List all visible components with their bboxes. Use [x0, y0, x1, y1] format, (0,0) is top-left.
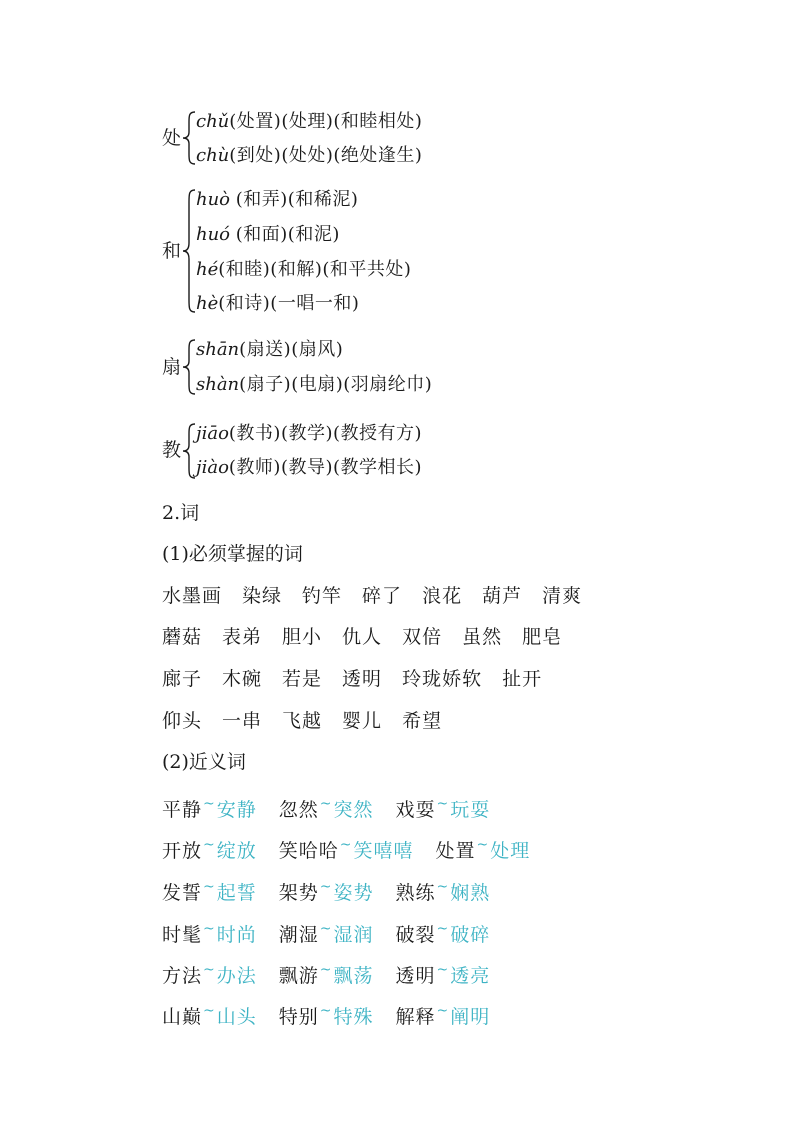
example-words: (教书)(教学)(教授有方) — [228, 423, 423, 444]
reading-row — [196, 223, 340, 247]
example-words: (到处)(处处)(绝处逢生) — [229, 145, 423, 166]
synonym: 破碎 — [450, 924, 491, 946]
word: 清爽 — [542, 585, 583, 607]
reading-row — [196, 188, 358, 212]
tilde-mark: ~ — [319, 796, 333, 812]
synonym-pair — [162, 832, 257, 864]
pinyin: huò — [196, 189, 236, 210]
tilde-mark: ~ — [319, 962, 333, 978]
synonym-row — [162, 957, 512, 989]
synonym: 玩耍 — [450, 799, 491, 821]
word: 解释 — [395, 1006, 436, 1028]
example-words: (和睦)(和解)(和平共处) — [218, 259, 412, 280]
brace-icon — [182, 188, 196, 314]
pinyin: hè — [196, 293, 219, 314]
word: 蘑菇 — [162, 626, 203, 648]
tilde-mark: ~ — [436, 921, 450, 937]
synonym-pair — [279, 957, 374, 989]
subsection-title-synonyms: (2)近义词 — [162, 751, 246, 773]
word: 方法 — [162, 965, 203, 987]
word-list-row — [162, 708, 462, 734]
reading-row — [196, 373, 432, 397]
synonym: 时尚 — [216, 924, 257, 946]
synonym: 办法 — [216, 965, 257, 987]
pinyin: hé — [196, 259, 219, 280]
word: 玲珑娇软 — [402, 668, 483, 690]
synonym-pair — [162, 916, 257, 948]
synonym-pair — [162, 998, 257, 1030]
word: 葫芦 — [482, 585, 523, 607]
example-words: (扇子)(电扇)(羽扇纶巾) — [239, 374, 433, 395]
reading-row — [196, 292, 359, 316]
tilde-mark: ~ — [203, 837, 216, 853]
synonym-pair — [396, 916, 491, 948]
word: 一串 — [222, 710, 263, 732]
word: 时髦 — [162, 924, 203, 946]
synonym-row — [162, 998, 512, 1030]
pinyin: jiāo — [196, 423, 229, 444]
synonym: 处理 — [490, 840, 531, 862]
synonym-pair — [436, 832, 531, 864]
word: 戏耍 — [395, 799, 436, 821]
synonym: 湿润 — [333, 924, 374, 946]
synonym: 娴熟 — [450, 882, 491, 904]
word: 钓竿 — [302, 585, 343, 607]
word: 双倍 — [402, 626, 443, 648]
reading-row — [196, 456, 422, 480]
synonym: 姿势 — [333, 882, 374, 904]
synonym: 安静 — [216, 799, 257, 821]
section-title: 2.词 — [162, 502, 200, 524]
synonym-pair — [396, 998, 491, 1030]
tilde-mark: ~ — [203, 921, 216, 937]
word: 木碗 — [222, 668, 263, 690]
word: 开放 — [162, 840, 203, 862]
polyphonic-char: 处 — [162, 127, 182, 149]
pinyin: shān — [196, 339, 240, 360]
word: 特别 — [278, 1006, 319, 1028]
synonym: 透亮 — [450, 965, 491, 987]
word: 仰头 — [162, 710, 203, 732]
synonym: 起誓 — [216, 882, 257, 904]
synonym: 突然 — [333, 799, 374, 821]
synonym: 山头 — [216, 1006, 257, 1028]
synonym-pair — [396, 957, 491, 989]
synonym-pair — [396, 791, 491, 823]
word: 碎了 — [362, 585, 403, 607]
word: 肥皂 — [522, 626, 563, 648]
example-words: (和弄)(和稀泥) — [235, 189, 359, 210]
word: 山巅 — [162, 1006, 203, 1028]
word: 平静 — [162, 799, 203, 821]
tilde-mark: ~ — [436, 796, 450, 812]
word: 水墨画 — [162, 585, 223, 607]
word: 忽然 — [278, 799, 319, 821]
word: 仇人 — [342, 626, 383, 648]
tilde-mark: ~ — [319, 1003, 333, 1019]
pinyin: chù — [196, 145, 230, 166]
tilde-mark: ~ — [319, 921, 333, 937]
synonym-pair — [279, 832, 414, 864]
synonym-pair — [279, 916, 374, 948]
pinyin: huó — [196, 224, 236, 245]
brace-icon — [182, 110, 196, 166]
synonym-row — [162, 791, 512, 823]
word: 婴儿 — [342, 710, 383, 732]
word: 希望 — [402, 710, 443, 732]
synonym: 飘荡 — [333, 965, 374, 987]
polyphonic-char: 教 — [162, 439, 182, 461]
synonym-pair — [162, 791, 257, 823]
word: 扯开 — [502, 668, 543, 690]
synonym-pair — [396, 874, 491, 906]
polyphonic-char: 扇 — [162, 356, 182, 378]
tilde-mark: ~ — [436, 962, 450, 978]
synonym: 笑嘻嘻 — [353, 840, 414, 862]
reading-row — [196, 338, 343, 362]
synonym: 绽放 — [216, 840, 257, 862]
reading-row — [196, 422, 422, 446]
tilde-mark: ~ — [203, 1003, 216, 1019]
example-words: (和诗)(一唱一和) — [218, 293, 360, 314]
word: 染绿 — [242, 585, 283, 607]
tilde-mark: ~ — [319, 879, 333, 895]
word: 透明 — [395, 965, 436, 987]
word: 若是 — [282, 668, 323, 690]
brace-icon — [182, 422, 196, 480]
synonym-pair — [162, 957, 257, 989]
example-words: (和面)(和泥) — [235, 224, 340, 245]
tilde-mark: ~ — [203, 879, 216, 895]
word: 发誓 — [162, 882, 203, 904]
tilde-mark: ~ — [476, 837, 490, 853]
tilde-mark: ~ — [203, 962, 216, 978]
synonym-pair — [279, 791, 374, 823]
tilde-mark: ~ — [436, 879, 450, 895]
brace-icon — [182, 338, 196, 396]
word: 熟练 — [395, 882, 436, 904]
word: 破裂 — [395, 924, 436, 946]
reading-row — [196, 144, 422, 168]
pinyin: chǔ — [196, 111, 230, 132]
synonym: 特殊 — [333, 1006, 374, 1028]
synonym-pair — [279, 998, 374, 1030]
synonym: 阐明 — [450, 1006, 491, 1028]
tilde-mark: ~ — [339, 837, 353, 853]
example-words: (扇送)(扇风) — [239, 339, 344, 360]
word: 笑哈哈 — [278, 840, 339, 862]
synonym-row — [162, 916, 512, 948]
pinyin: jiào — [196, 457, 229, 478]
word: 表弟 — [222, 626, 263, 648]
word: 架势 — [278, 882, 319, 904]
polyphonic-char: 和 — [162, 240, 182, 262]
synonym-pair — [162, 874, 257, 906]
tilde-mark: ~ — [436, 1003, 450, 1019]
word: 飞越 — [282, 710, 323, 732]
example-words: (处置)(处理)(和睦相处) — [229, 111, 423, 132]
word: 处置 — [435, 840, 476, 862]
synonym-row — [162, 874, 512, 906]
word: 虽然 — [462, 626, 503, 648]
pinyin: shàn — [196, 374, 240, 395]
tilde-mark: ~ — [203, 796, 216, 812]
word: 透明 — [342, 668, 383, 690]
word-list-row — [162, 666, 562, 692]
word: 廊子 — [162, 668, 203, 690]
word: 浪花 — [422, 585, 463, 607]
reading-row — [196, 258, 411, 282]
subsection-title-must-learn: (1)必须掌握的词 — [162, 543, 303, 565]
word-list-row — [162, 624, 582, 650]
word: 潮湿 — [278, 924, 319, 946]
word: 胆小 — [282, 626, 323, 648]
reading-row — [196, 110, 422, 134]
synonym-row — [162, 832, 552, 864]
word-list-row — [162, 583, 602, 609]
example-words: (教师)(教导)(教学相长) — [228, 457, 423, 478]
synonym-pair — [279, 874, 374, 906]
word: 飘游 — [278, 965, 319, 987]
